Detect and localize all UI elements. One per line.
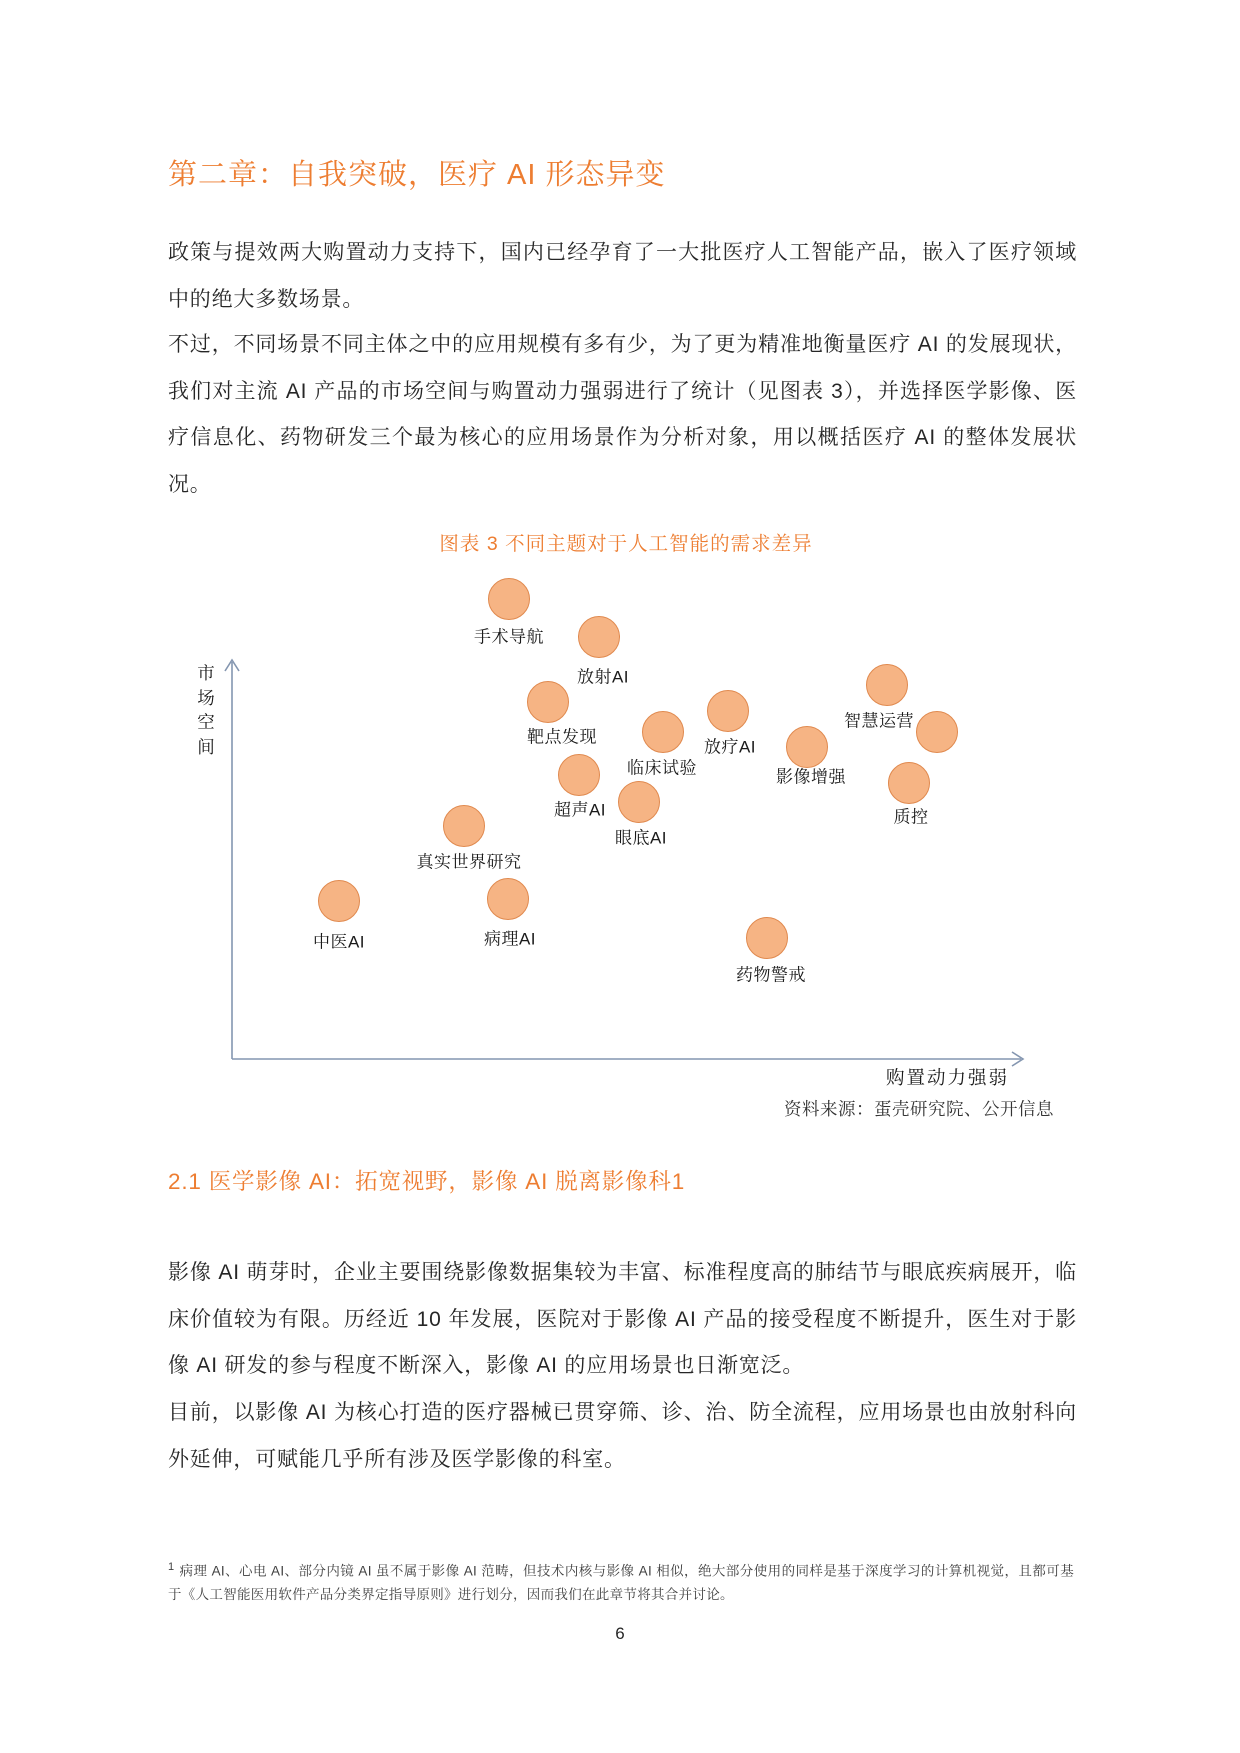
footnote-marker: 1 [168,1561,175,1573]
chapter-title: 第二章：自我突破，医疗 AI 形态异变 [168,159,666,191]
chart-bubble-label: 影像增强 [776,767,846,787]
source-line: 资料来源：蛋壳研究院、公开信息 [784,1099,1054,1119]
chart-bubble [558,754,600,796]
y-axis-arrowhead [225,660,239,671]
chart-bubble-label: 手术导航 [474,627,544,647]
figure-caption: 图表 3 不同主题对于人工智能的需求差异 [439,533,813,555]
chart-bubble [866,664,908,706]
chart-bubble-label: 眼底AI [614,828,668,848]
chart-bubble [888,762,930,804]
chart-bubble-label: 真实世界研究 [416,852,522,872]
chart-bubble-label: 超声AI [553,800,607,820]
chart-bubble [488,578,530,620]
chart-bubble-label: 智慧运营 [844,711,914,731]
chart-bubble-label: 中医AI [312,932,366,952]
chart-bubble [916,711,958,753]
chart-bubble-label: 临床试验 [627,758,697,778]
section-heading: 2.1 医学影像 AI：拓宽视野，影像 AI 脱离影像科1 [168,1169,686,1194]
footnote [168,1556,1074,1607]
x-axis-label: 购置动力强弱 [886,1067,1010,1088]
chart-bubble [642,711,684,753]
chart-bubble-label: 病理AI [483,929,537,949]
chart-bubble [578,616,620,658]
x-axis-arrowhead [1012,1052,1023,1066]
chart-bubble [746,917,788,959]
chart-bubble-label: 靶点发现 [527,727,597,747]
chart-bubble [318,880,360,922]
chart-bubble-label: 放射AI [576,667,630,687]
chart-bubble [618,781,660,823]
paragraph-2: 不过，不同场景不同主体之中的应用规模有多有少，为了更为精准地衡量医疗 AI 的发展现状，我们对主流 AI 产品的市场空间与购置动力强弱进行了统计（见图表 3），并选择医学影像、医疗信息化、药物研发三个最为核心的应用场景作为分析对象，用以概括医疗 AI 的整体发展状况。 [168,333,1077,496]
footnote-text: 病理 AI、心电 AI、部分内镜 AI 虽不属于影像 AI 范畴，但技术内核与影像 AI 相似，绝大部分使用的同样是基于深度学习的计算机视觉，且都可基于《人工智能医用软件产品分类界定指导原则》进行划分，因而我们在此章节将其合并讨论。 [168,1563,1074,1602]
page-number: 6 [615,1624,625,1643]
chart-bubble [487,878,529,920]
paragraph-3: 影像 AI 萌芽时，企业主要围绕影像数据集较为丰富、标准程度高的肺结节与眼底疾病展开，临床价值较为有限。历经近 10 年发展，医院对于影像 AI 产品的接受程度不断提升，医生对于影像 AI 研发的参与程度不断深入，影像 AI 的应用场景也日渐宽泛。 [168,1261,1077,1377]
chart-bubble [707,690,749,732]
chart-bubble-label: 药物警戒 [736,965,806,985]
chart-bubble [527,681,569,723]
chart-bubble-label: 质控 [893,807,929,827]
paragraph-1: 政策与提效两大购置动力支持下，国内已经孕育了一大批医疗人工智能产品，嵌入了医疗领域中的绝大多数场景。 [168,241,1077,311]
chart-bubble-label: 放疗AI [703,737,757,757]
chart-bubble [443,805,485,847]
paragraph-4: 目前，以影像 AI 为核心打造的医疗器械已贯穿筛、诊、治、防全流程，应用场景也由放射科向外延伸，可赋能几乎所有涉及医学影像的科室。 [168,1401,1077,1471]
y-axis-label: 市场空间 [197,663,215,757]
